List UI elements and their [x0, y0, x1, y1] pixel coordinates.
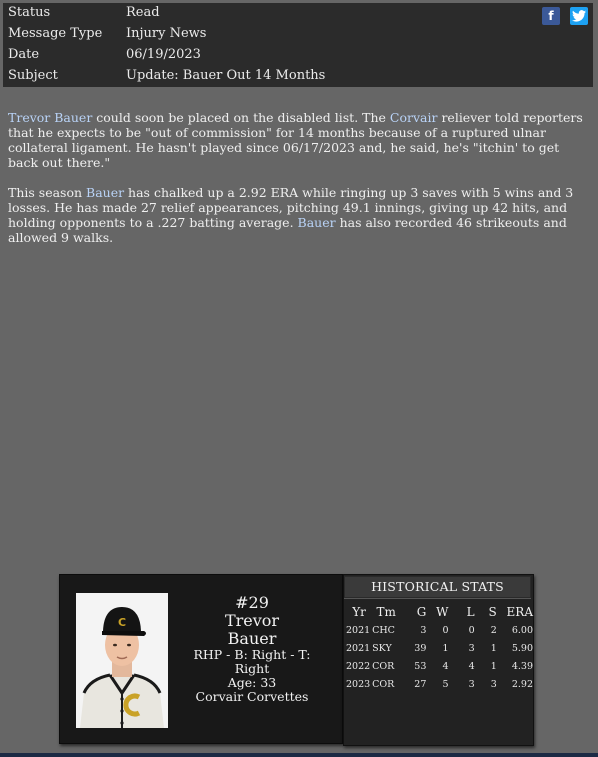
player-link[interactable]: Bauer [86, 185, 125, 200]
message-header [3, 3, 593, 87]
article-text: has also recorded 46 strikeouts and allowed 9 walks. [8, 215, 567, 245]
player-handedness: RHP - B: Right - T: Right [193, 647, 311, 676]
article-text: has chalked up a 2.92 ERA while ringing up 3 saves with 5 wins and 3 losses. He has made 27 relief appearances, pitching 49.1 innings, giving up 42 hits, and holding opponents to a .227 batting average. [8, 185, 574, 230]
stat-tm: COR [372, 678, 395, 690]
player-number: #29 [235, 593, 269, 612]
stat-tm: SKY [372, 642, 392, 654]
facebook-icon: f [548, 9, 554, 23]
article-paragraph [8, 185, 590, 245]
stats-row [346, 675, 533, 693]
twitter-icon [572, 10, 586, 22]
stat-l: 0 [468, 624, 475, 636]
col-l[interactable]: L [466, 605, 475, 619]
stat-l: 4 [468, 660, 475, 672]
stat-l: 3 [468, 642, 475, 654]
stat-era: 4.39 [511, 660, 533, 672]
status-label: Status [8, 5, 51, 20]
article-body [8, 110, 590, 260]
player-team: Corvair Corvettes [195, 689, 309, 704]
col-w[interactable]: W [436, 605, 449, 619]
stat-w: 4 [442, 660, 449, 672]
stats-row [346, 657, 533, 675]
message-type-label: Message Type [8, 26, 103, 41]
col-g[interactable]: G [416, 605, 427, 619]
stat-yr: 2021 [346, 624, 371, 636]
stat-g: 27 [414, 678, 427, 690]
subject-label: Subject [8, 68, 58, 83]
stat-g: 3 [420, 624, 427, 636]
historical-stats-panel [343, 574, 534, 746]
player-age: Age: 33 [227, 675, 277, 690]
stat-l: 3 [468, 678, 475, 690]
player-first-name: Trevor [224, 611, 280, 630]
article-text: This season [8, 185, 87, 200]
stat-s: 3 [490, 678, 497, 690]
date-value: 06/19/2023 [126, 47, 201, 62]
cap-logo: C [117, 616, 127, 629]
col-yr[interactable]: Yr [352, 605, 366, 619]
historical-stats-table [346, 603, 533, 693]
stat-tm: CHC [372, 624, 395, 636]
stat-s: 2 [490, 624, 497, 636]
player-link[interactable]: Bauer [297, 215, 336, 230]
stat-g: 39 [414, 642, 427, 654]
team-link[interactable]: Corvair [389, 110, 438, 125]
player-photo [76, 593, 168, 728]
stat-w: 1 [442, 642, 449, 654]
stat-era: 2.92 [511, 678, 533, 690]
article-text: reliever told reporters that he expects to be "out of commission" for 14 months because of a ruptured ulnar collateral ligament. He hasn't played since 06/17/2023 and, he said, he's "itchin' to get back out there." [8, 110, 583, 170]
stat-yr: 2023 [346, 678, 371, 690]
historical-stats-title: HISTORICAL STATS [344, 576, 531, 599]
stat-w: 0 [442, 624, 449, 636]
stat-s: 1 [490, 642, 497, 654]
player-portrait-image [76, 593, 168, 728]
stats-row [346, 639, 533, 657]
stat-era: 5.90 [511, 642, 533, 654]
stat-s: 1 [490, 660, 497, 672]
twitter-share-button[interactable] [570, 7, 588, 25]
status-value: Read [126, 5, 160, 20]
player-last-name: Bauer [227, 629, 277, 648]
stat-w: 5 [442, 678, 449, 690]
date-label: Date [8, 47, 40, 62]
stat-yr: 2021 [346, 642, 371, 654]
col-s[interactable]: S [488, 605, 497, 619]
stat-g: 53 [414, 660, 427, 672]
col-tm[interactable]: Tm [376, 605, 396, 619]
stat-era: 6.00 [511, 624, 533, 636]
stat-yr: 2022 [346, 660, 371, 672]
stats-row [346, 621, 533, 639]
player-card[interactable] [59, 574, 343, 744]
col-era[interactable]: ERA [506, 605, 533, 619]
facebook-share-button[interactable] [542, 7, 560, 25]
article-paragraph [8, 110, 590, 170]
message-type-value: Injury News [126, 26, 207, 41]
player-link[interactable]: Trevor Bauer [8, 110, 93, 125]
stat-tm: COR [372, 660, 395, 672]
subject-value: Update: Bauer Out 14 Months [126, 68, 326, 83]
article-text: could soon be placed on the disabled list. The [92, 110, 390, 125]
player-info [175, 593, 329, 704]
stats-header-row [346, 603, 533, 621]
